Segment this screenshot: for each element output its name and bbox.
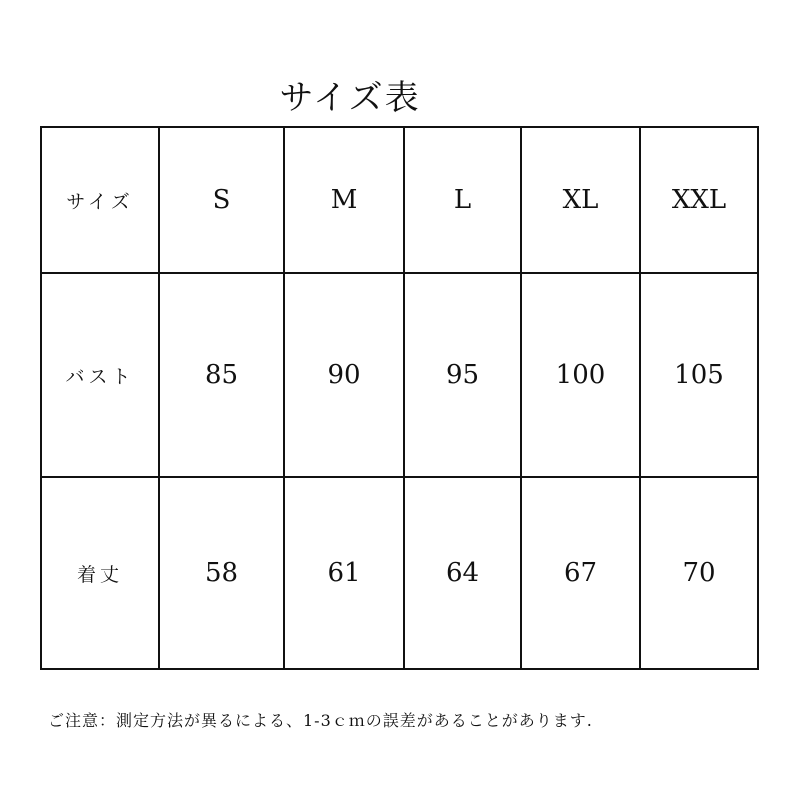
table-cell: 58 xyxy=(204,558,239,588)
header-cell: XL xyxy=(562,185,599,215)
size-table xyxy=(40,126,759,670)
row-label: 着丈 xyxy=(76,563,123,586)
header-cell: L xyxy=(453,185,472,215)
table-cell: 67 xyxy=(563,558,598,588)
table-cell: 61 xyxy=(327,558,361,588)
table-cell: 70 xyxy=(682,558,716,588)
header-cell: M xyxy=(330,185,358,215)
row-label: バスト xyxy=(65,365,135,388)
table-cell: 105 xyxy=(674,360,724,390)
table-cell: 85 xyxy=(204,360,239,390)
table-cell: 64 xyxy=(445,558,480,588)
page-title: サイズ表 xyxy=(279,78,421,118)
measurement-note: ご注意：測定方法が異るによる、1-3ｃｍの誤差があることがあります. xyxy=(48,711,593,730)
table-cell: 95 xyxy=(445,360,480,390)
header-cell: サイズ xyxy=(66,190,134,213)
header-cell: S xyxy=(212,185,231,215)
header-cell: XXL xyxy=(671,185,727,215)
table-cell: 100 xyxy=(555,360,606,390)
table-cell: 90 xyxy=(327,360,361,390)
